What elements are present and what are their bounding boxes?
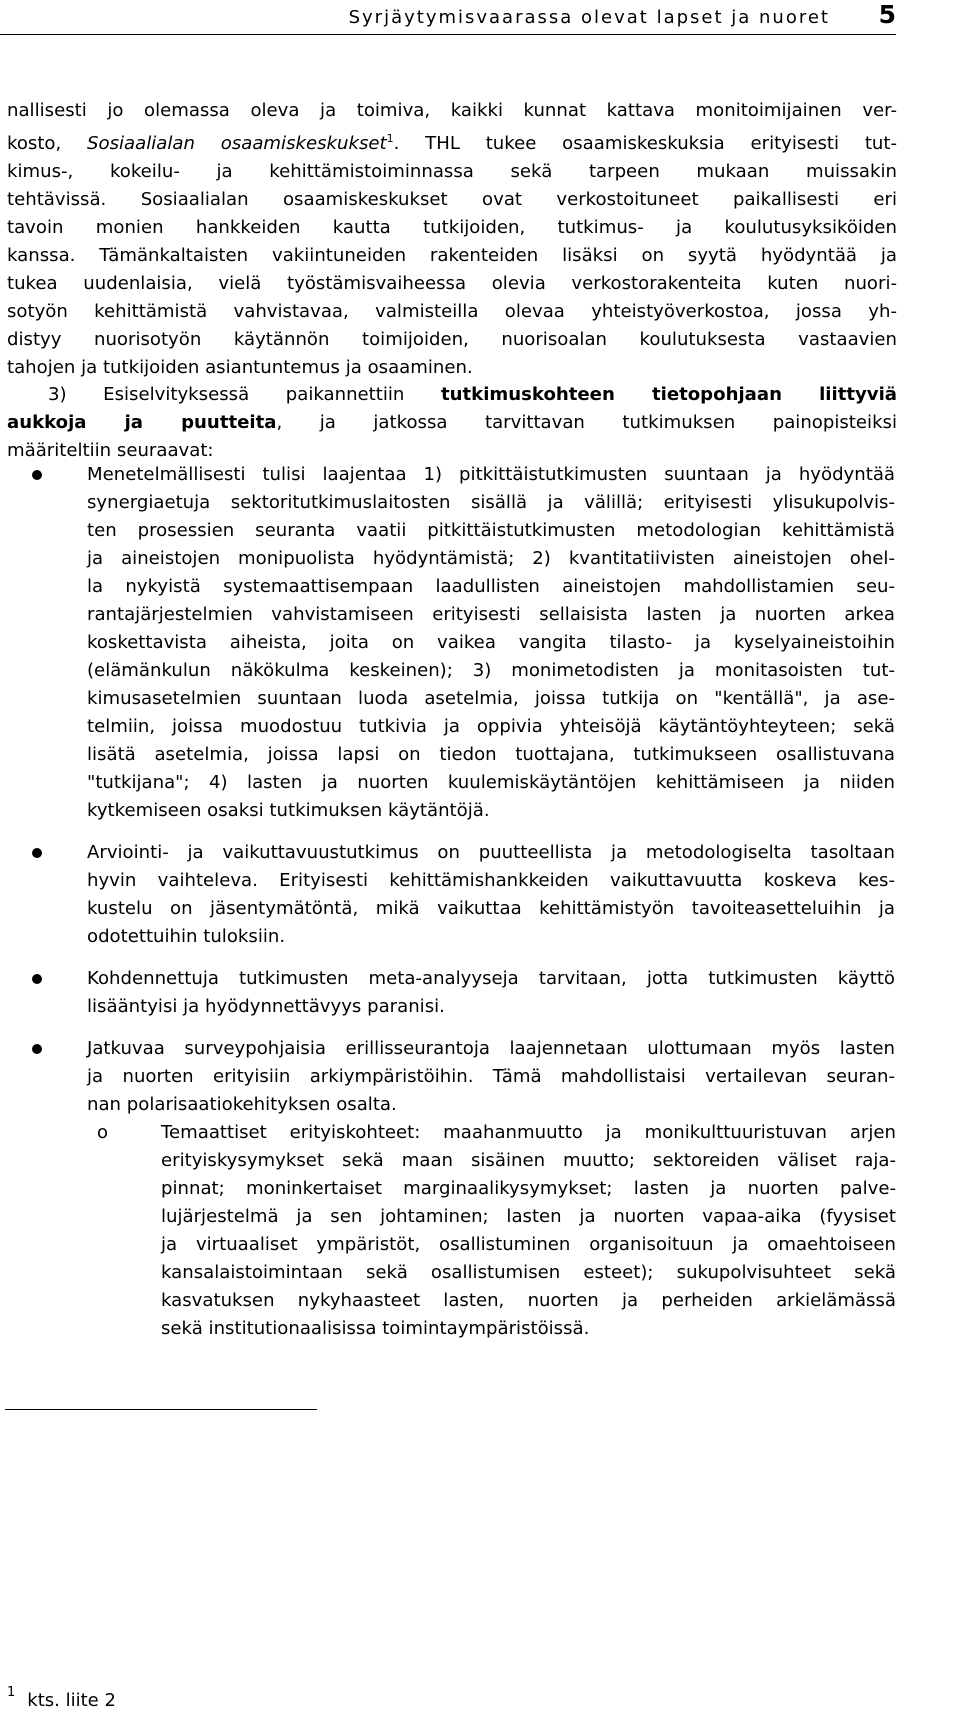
circle-bullet-icon: o [97, 1122, 109, 1143]
list-line: rantajärjestelmien vahvistamiseen erityisesti sellaisista lasten ja nuorten arkea [87, 604, 895, 625]
list-item-text [87, 1035, 895, 1119]
list-line: ten prosessien seuranta vaatii pitkittäistutkimusten metodologian kehittämistä [87, 520, 895, 541]
list-line: Arviointi- ja vaikuttavuustutkimus on puutteellista ja metodologiselta tasoltaan [87, 842, 895, 863]
paragraph-line [7, 125, 897, 158]
paragraph-line [7, 381, 897, 409]
list-line: Kohdennettuja tutkimusten meta-analyyseja tarvitaan, jotta tutkimusten käyttö [87, 968, 895, 989]
list-line: la nykyistä systemaattisempaan laadullisten aineistojen mahdollistamien seu- [87, 576, 895, 597]
bullet-icon [32, 974, 42, 984]
footnote-text: kts. liite 2 [27, 1690, 116, 1711]
bold-run: aukkoja ja puutteita [7, 412, 277, 433]
list-line: lujärjestelmä ja sen johtaminen; lasten ja nuorten vapaa-aika (fyysiset [161, 1206, 896, 1227]
text-run: kosto, [7, 133, 88, 155]
paragraph-line: sotyön kehittämistä vahvistavaa, valmisteilla olevaa yhteistyöverkostoa, jossa yh- [7, 301, 897, 323]
paragraph-line: määriteltiin seuraavat: [7, 440, 214, 461]
text-run: 3) Esiselvityksessä paikannettiin [48, 384, 441, 405]
paragraph-line: distyy nuorisotyön käytännön toimijoiden, nuorisoalan koulutuksesta vastaavien [7, 329, 897, 351]
bullet-icon [32, 1044, 42, 1054]
list-line: Menetelmällisesti tulisi laajentaa 1) pitkittäistutkimusten suuntaan ja hyödyntää [87, 464, 895, 485]
footnote-ref[interactable]: 1 [386, 132, 394, 145]
page-number: 5 [878, 0, 896, 29]
list-line: lisääntyisi ja hyödynnettävyys paranisi. [87, 996, 445, 1017]
list-line: synergiaetuja sektoritutkimuslaitosten sisällä ja välillä; erityisesti ylisukupolvis- [87, 492, 895, 513]
list-line: telmiin, joissa muodostuu tutkivia ja oppivia yhteisöjä käytäntöyhteyteen; sekä [87, 716, 895, 737]
list-line: lisätä asetelmia, joissa lapsi on tiedon tuottajana, tutkimukseen osallistuvana [87, 744, 895, 765]
list-line: Temaattiset erityiskohteet: maahanmuutto ja monikulttuuristuvan arjen [161, 1122, 896, 1143]
list-line: kansalaistoimintaan sekä osallistumisen esteet); sukupolvisuhteet sekä [161, 1262, 896, 1283]
paragraph-line: tukea uudenlaisia, vielä työstämisvaiheessa olevia verkostorakenteita kuten nuori- [7, 273, 897, 295]
running-header [0, 0, 896, 35]
paragraph-line: tavoin monien hankkeiden kautta tutkijoiden, tutkimus- ja koulutusyksiköiden [7, 217, 897, 239]
paragraph-line: nallisesti jo olemassa oleva ja toimiva, kaikki kunnat kattava monitoimijainen ver- [7, 100, 897, 121]
bullet-icon [32, 470, 42, 480]
list-item-text [87, 461, 895, 825]
list-line: pinnat; moninkertaiset marginaalikysymykset; lasten ja nuorten palve- [161, 1178, 896, 1199]
list-line: ja aineistojen monipuolista hyödyntämistä; 2) kvantitatiivisten aineistojen ohel- [87, 548, 895, 569]
paragraph-1 [7, 97, 897, 382]
list-line: sekä institutionaalisissa toimintaympäristöissä. [161, 1318, 590, 1339]
text-run: . THL tukee osaamiskeskuksia erityisesti tut- [393, 133, 898, 155]
paragraph-line: kanssa. Tämänkaltaisten vakiintuneiden rakenteiden lisäksi on syytä hyödyntää ja [7, 245, 897, 267]
footnote-separator [5, 1409, 317, 1410]
list-item-text [87, 965, 895, 1021]
paragraph-line [7, 409, 897, 437]
bullet-icon [32, 848, 42, 858]
footnote [7, 1685, 116, 1712]
paragraph-line: tehtävissä. Sosiaalialan osaamiskeskukset ovat verkostoituneet paikallisesti eri [7, 189, 897, 211]
list-line: Jatkuvaa surveypohjaisia erillisseurantoja laajennetaan ulottumaan myös lasten [87, 1038, 895, 1059]
list-line: (elämänkulun näkökulma keskeinen); 3) monimetodisten ja monitasoisten tut- [87, 660, 895, 681]
header-title: Syrjäytymisvaarassa olevat lapset ja nuoret [348, 7, 830, 28]
italic-term: Sosiaalialan osaamiskeskukset [87, 133, 387, 155]
list-line: hyvin vaihteleva. Erityisesti kehittämishankkeiden vaikuttavuutta koskeva kes- [87, 870, 895, 891]
list-line: koskettavista aiheista, joita on vaikea vangita tilasto- ja kyselyaineistoihin [87, 632, 895, 653]
list-line: ja virtuaaliset ympäristöt, osallistuminen organisoituun ja omaehtoiseen [161, 1234, 896, 1255]
list-line: odotettuihin tuloksiin. [87, 926, 286, 947]
footnote-marker: 1 [7, 1685, 16, 1700]
list-line: "tutkijana"; 4) lasten ja nuorten kuulemiskäytäntöjen kehittämiseen ja niiden [87, 772, 895, 793]
list-line: erityiskysymykset sekä maan sisäinen muutto; sektoreiden väliset raja- [161, 1150, 896, 1171]
bold-run: tutkimuskohteen tietopohjaan liittyviä [440, 384, 898, 405]
list-line: ja nuorten erityisiin arkiympäristöihin. Tämä mahdollistaisi vertailevan seuran- [87, 1066, 895, 1087]
text-run: , ja jatkossa tarvittavan tutkimuksen painopisteiksi [276, 412, 897, 433]
paragraph-line: kimus-, kokeilu- ja kehittämistoiminnassa sekä tarpeen mukaan muissakin [7, 161, 897, 183]
list-line: kytkemiseen osaksi tutkimuksen käytäntöjä. [87, 800, 490, 821]
list-line: nan polarisaatiokehityksen osalta. [87, 1094, 397, 1115]
list-line: kustelu on jäsentymätöntä, mikä vaikuttaa kehittämistyön tavoiteasetteluihin ja [87, 898, 895, 919]
sub-list-item-text [161, 1119, 896, 1343]
list-line: kasvatuksen nykyhaasteet lasten, nuorten ja perheiden arkielämässä [161, 1290, 896, 1311]
list-item-text [87, 839, 895, 951]
list-line: kimusasetelmien suuntaan luoda asetelmia, joissa tutkija on "kentällä", ja ase- [87, 688, 895, 709]
paragraph-2 [7, 381, 897, 465]
paragraph-line: tahojen ja tutkijoiden asiantuntemus ja osaaminen. [7, 357, 473, 379]
